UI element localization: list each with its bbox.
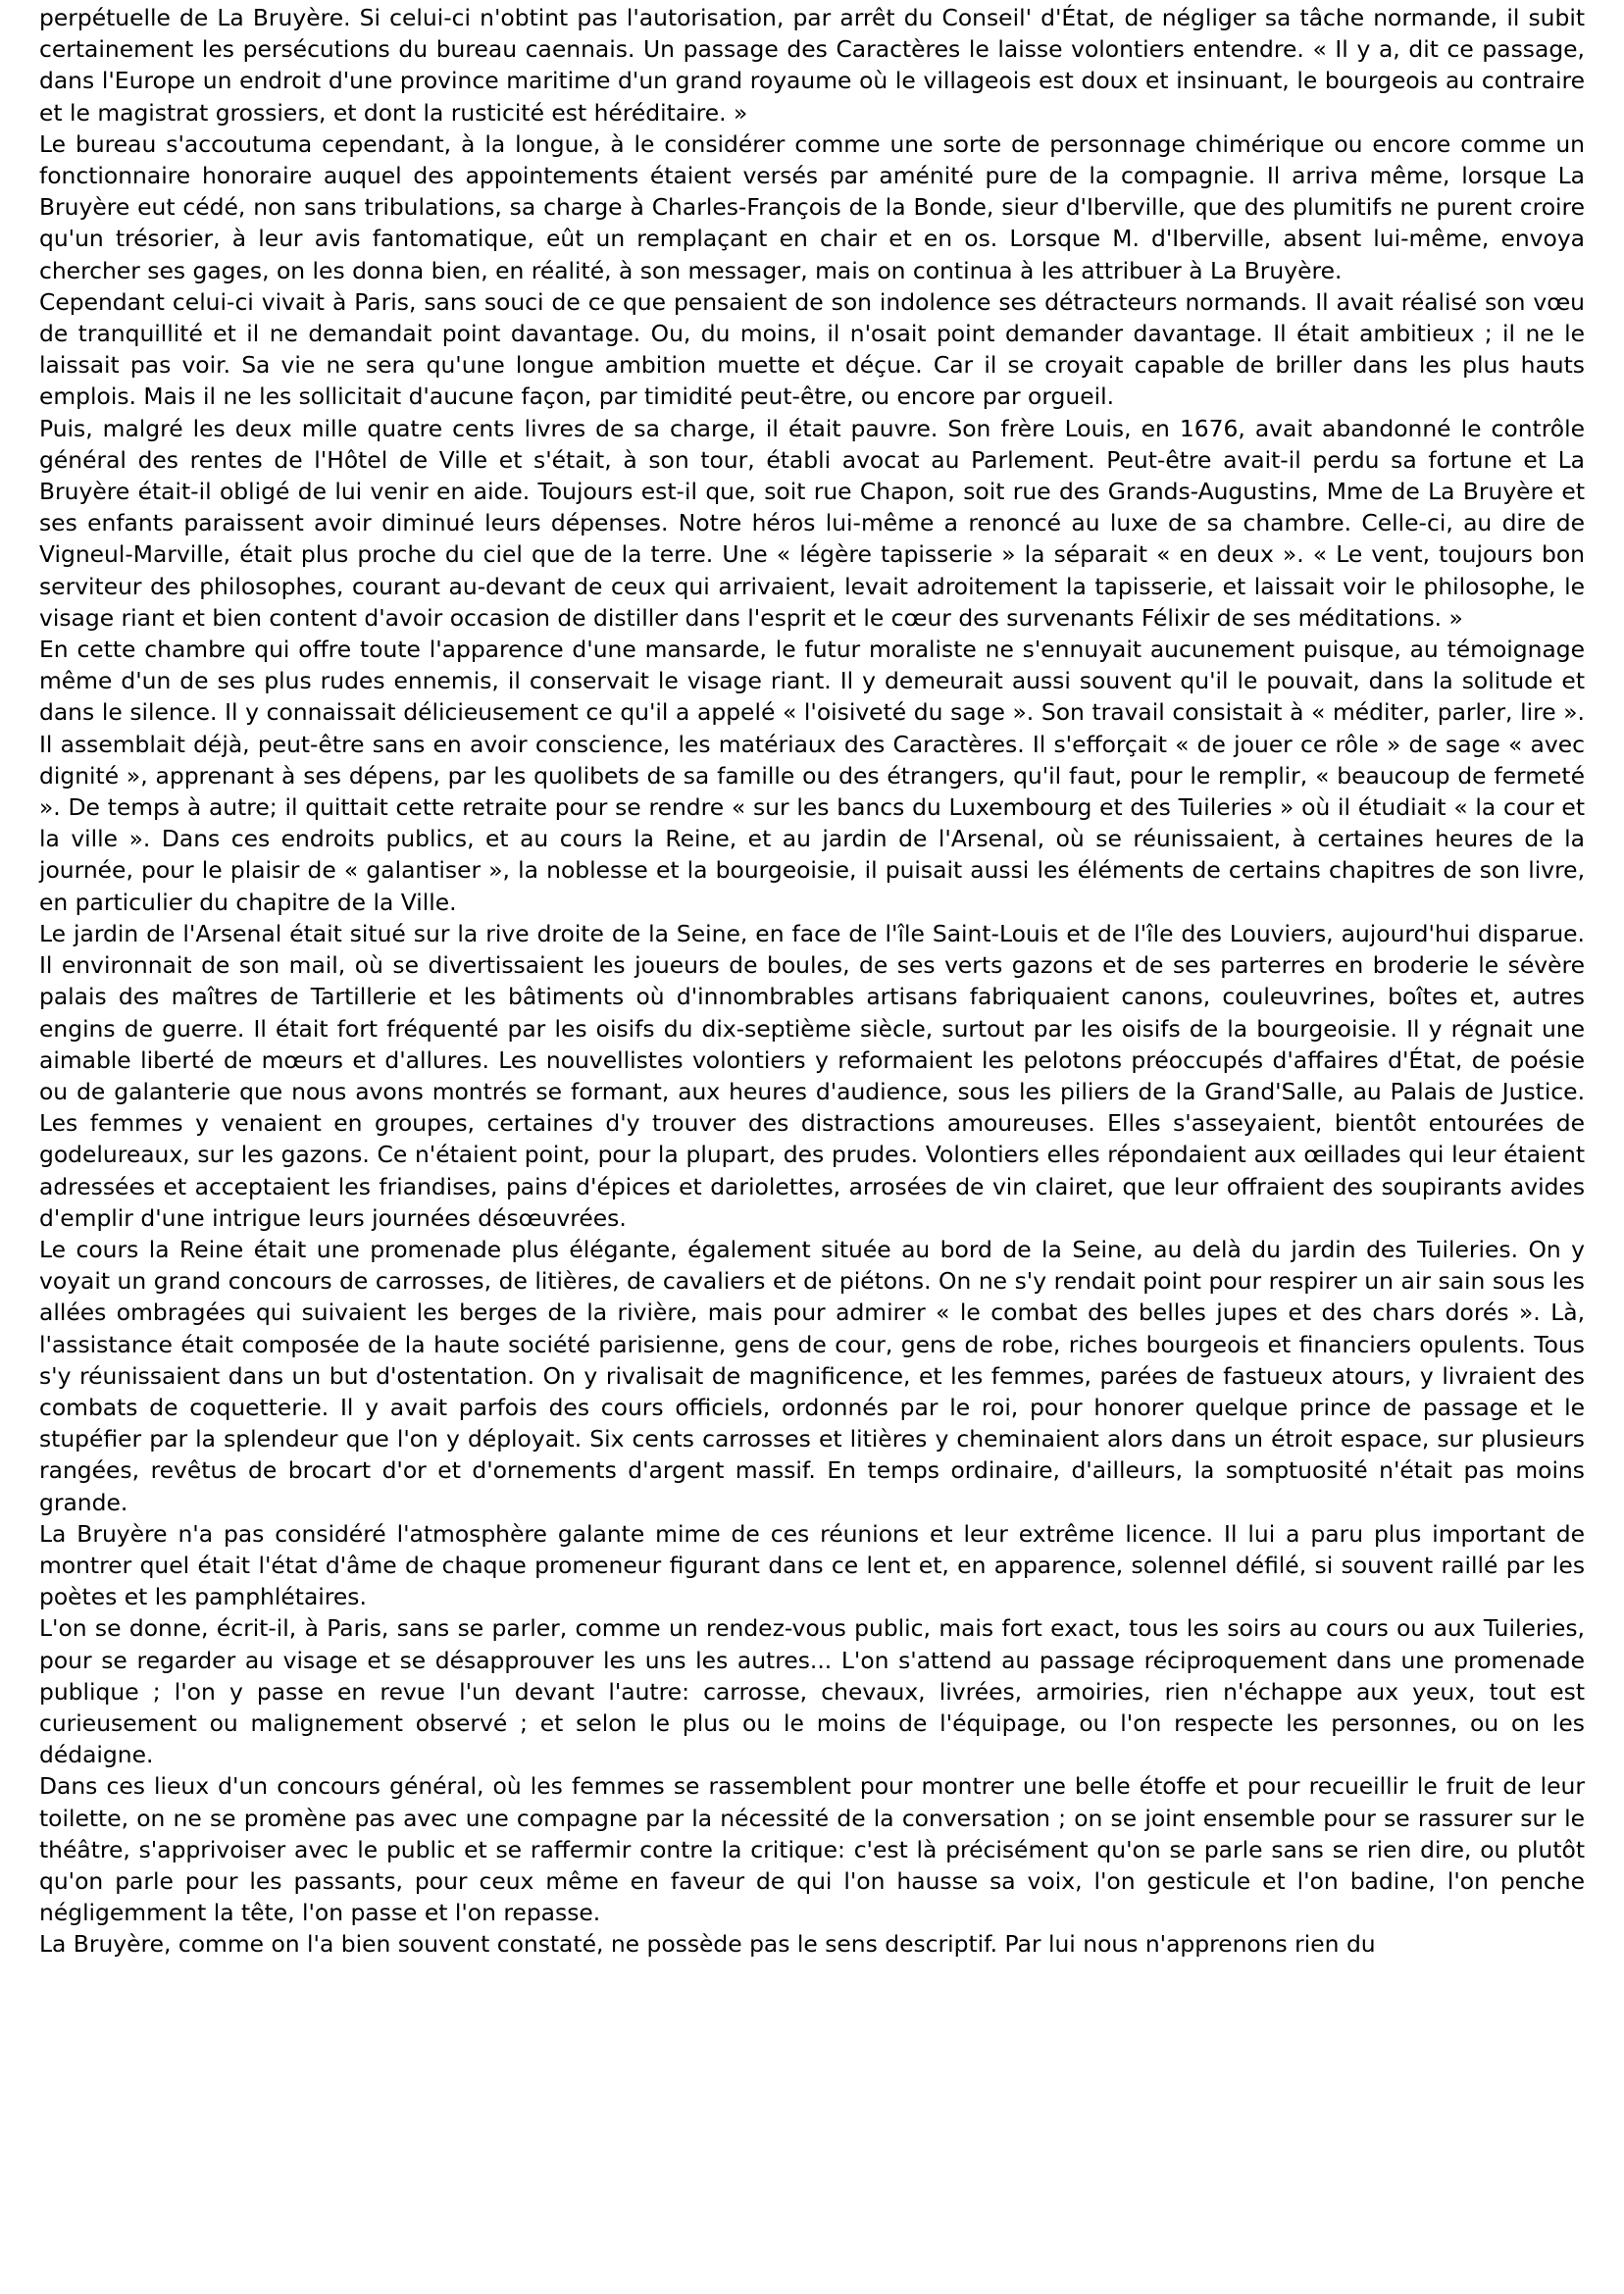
paragraph-11: La Bruyère, comme on l'a bien souvent constaté, ne possède pas le sens descriptif. Par lui nous n'apprenons rien du	[39, 1930, 1376, 1959]
paragraph-7: Le cours la Reine était une promenade plus élégante, également située au bord de la Seine, au delà du jardin des Tuileries. On y voyait un grand concours de carrosses, de litières, de cavaliers et de piétons. On ne s'y rendait point pour respirer un air sain sous les allées ombragées qui suivaient les berges de la rivière, mais pour admirer « le combat des belles jupes et des chars dorés ». Là, l'assistance était composée de la haute société parisienne, gens de cour, gens de robe, riches bourgeois et financiers opulents. Tous s'y réunissaient dans un but d'ostentation. On y rivalisait de magnificence, et les femmes, parées de fastueux atours, y livraient des combats de coquetterie. Il y avait parfois des cours officiels, ordonnés par le roi, pour honorer quelque prince de passage et le stupéfier par la splendeur que l'on y déployait. Six cents carrosses et litières y cheminaient alors dans un étroit espace, sur plusieurs rangées, revêtus de brocart d'or et d'ornements d'argent massif. En temps ordinaire, d'ailleurs, la somptuosité n'était pas moins grande.	[39, 1235, 1585, 1516]
paragraph-5: En cette chambre qui offre toute l'apparence d'une mansarde, le futur moraliste ne s'ennuyait aucunement puisque, au témoignage même d'un de ses plus rudes ennemis, il conservait le visage riant. Il y demeurait aussi souvent qu'il le pouvait, dans la solitude et dans le silence. Il y connaissait délicieusement ce qu'il a appelé « l'oisiveté du sage ». Son travail consistait à « méditer, parler, lire ». Il assemblait déjà, peut-être sans en avoir conscience, les matériaux des Caractères. Il s'efforçait « de jouer ce rôle » de sage « avec dignité », apprenant à ses dépens, par les quolibets de sa famille ou des étrangers, qu'il faut, pour le remplir, « beaucoup de fermeté ». De temps à autre; il quittait cette retraite pour se rendre « sur les bancs du Luxembourg et des Tuileries » où il étudiait « la cour et la ville ». Dans ces endroits publics, et au cours la Reine, et au jardin de l'Arsenal, où se réunissaient, à certaines heures de la journée, pour le plaisir de « galantiser », la noblesse et la bourgeoisie, il puisait aussi les éléments de certains chapitres de son livre, en particulier du chapitre de la Ville.	[39, 636, 1585, 916]
paragraph-4: Puis, malgré les deux mille quatre cents livres de sa charge, il était pauvre. Son frère Louis, en 1676, avait abandonné le contrôle général des rentes de l'Hôtel de Ville et s'était, à son tour, établi avocat au Parlement. Peut-être avait-il perdu sa fortune et La Bruyère était-il obligé de lui venir en aide. Toujours est-il que, soit rue Chapon, soit rue des Grands-Augustins, Mme de La Bruyère et ses enfants paraissent avoir diminué leurs dépenses. Notre héros lui-même a renoncé au luxe de sa chambre. Celle-ci, au dire de Vigneul-Marville, était plus proche du ciel que de la terre. Une « légère tapisserie » la séparait « en deux ». « Le vent, toujours bon serviteur des philosophes, courant au-devant de ceux qui arrivaient, levait adroitement la tapisserie, et laissait voir le philosophe, le visage riant et bien content d'avoir occasion de distiller dans l'esprit et le cœur des survenants Félixir de ses méditations. »	[39, 414, 1585, 632]
paragraph-1: perpétuelle de La Bruyère. Si celui-ci n'obtint pas l'autorisation, par arrêt du Conseil' d'État, de négliger sa tâche normande, il subit certainement les persécutions du bureau caennais. Un passage des Caractères le laisse volontiers entendre. « Il y a, dit ce passage, dans l'Europe un endroit d'une province maritime d'un grand royaume où le villageois est doux et insinuant, le bourgeois au contraire et le magistrat grossiers, et dont la rusticité est héréditaire. »	[39, 4, 1585, 127]
paragraph-3: Cependant celui-ci vivait à Paris, sans souci de ce que pensaient de son indolence ses détracteurs normands. Il avait réalisé son vœu de tranquillité et il ne demandait point davantage. Ou, du moins, il n'osait point demander davantage. Il était ambitieux ; il ne le laissait pas voir. Sa vie ne sera qu'une longue ambition muette et déçue. Car il se croyait capable de briller dans les plus hauts emplois. Mais il ne les sollicitait d'aucune façon, par timidité peut-être, ou encore par orgueil.	[39, 287, 1585, 411]
document-page	[39, 2, 1585, 1961]
paragraph-8: La Bruyère n'a pas considéré l'atmosphère galante mime de ces réunions et leur extrême licence. Il lui a paru plus important de montrer quel était l'état d'âme de chaque promeneur figurant dans ce lent et, en apparence, solennel défilé, si souvent raillé par les poètes et les pamphlétaires.	[39, 1519, 1585, 1611]
paragraph-2: Le bureau s'accoutuma cependant, à la longue, à le considérer comme une sorte de personnage chimérique ou encore comme un fonctionnaire honoraire auquel des appointements étaient versés par aménité pure de la compagnie. Il arriva même, lorsque La Bruyère eut cédé, non sans tribulations, sa charge à Charles-François de la Bonde, sieur d'Iberville, que des plumitifs ne purent croire qu'un trésorier, à leur avis fantomatique, eût un remplaçant en chair et en os. Lorsque M. d'Iberville, absent lui-même, envoya chercher ses gages, on les donna bien, en réalité, à son messager, mais on continua à les attribuer à La Bruyère.	[39, 129, 1585, 284]
paragraph-10: Dans ces lieux d'un concours général, où les femmes se rassemblent pour montrer une belle étoffe et pour recueillir le fruit de leur toilette, on ne se promène pas avec une compagne par la nécessité de la conversation ; on se joint ensemble pour se rassurer sur le théâtre, s'apprivoiser avec le public et se raffermir contre la critique: c'est là précisément qu'on se parle sans se rien dire, ou plutôt qu'on parle pour les passants, pour ceux même en faveur de qui l'on hausse sa voix, l'on gesticule et l'on badine, l'on penche négligemment la tête, l'on passe et l'on repasse.	[39, 1772, 1585, 1927]
paragraph-6: Le jardin de l'Arsenal était situé sur la rive droite de la Seine, en face de l'île Saint-Louis et de l'île des Louviers, aujourd'hui disparue. Il environnait de son mail, où se divertissaient les joueurs de boules, de ses verts gazons et de ses parterres en broderie le sévère palais des maîtres de Tartillerie et les bâtiments où d'innombrables artisans fabriquaient canons, couleuvrines, boîtes et, autres engins de guerre. Il était fort fréquenté par les oisifs du dix-septième siècle, surtout par les oisifs de la bourgeoisie. Il y régnait une aimable liberté de mœurs et d'allures. Les nouvellistes volontiers y reformaient les pelotons préoccupés d'affaires d'État, de poésie ou de galanterie que nous avons montrés se formant, aux heures d'audience, sous les piliers de la Grand'Salle, au Palais de Justice. Les femmes y venaient en groupes, certaines d'y trouver des distractions amoureuses. Elles s'asseyaient, bientôt entourées de godelureaux, sur les gazons. Ce n'étaient point, pour la plupart, des prudes. Volontiers elles répondaient aux œillades qui leur étaient adressées et acceptaient les friandises, pains d'épices et dariolettes, arrosées de vin clairet, que leur offraient des soupirants avides d'emplir d'une intrigue leurs journées désœuvrées.	[39, 919, 1585, 1232]
paragraph-9: L'on se donne, écrit-il, à Paris, sans se parler, comme un rendez-vous public, mais fort exact, tous les soirs au cours ou aux Tuileries, pour se regarder au visage et se désapprouver les uns les autres... L'on s'attend au passage réciproquement dans une promenade publique ; l'on y passe en revue l'un devant l'autre: carrosse, chevaux, livrées, armoiries, rien n'échappe aux yeux, tout est curieusement ou malignement observé ; et selon le plus ou le moins de l'équipage, ou l'on respecte les personnes, ou on les dédaigne.	[39, 1614, 1585, 1769]
